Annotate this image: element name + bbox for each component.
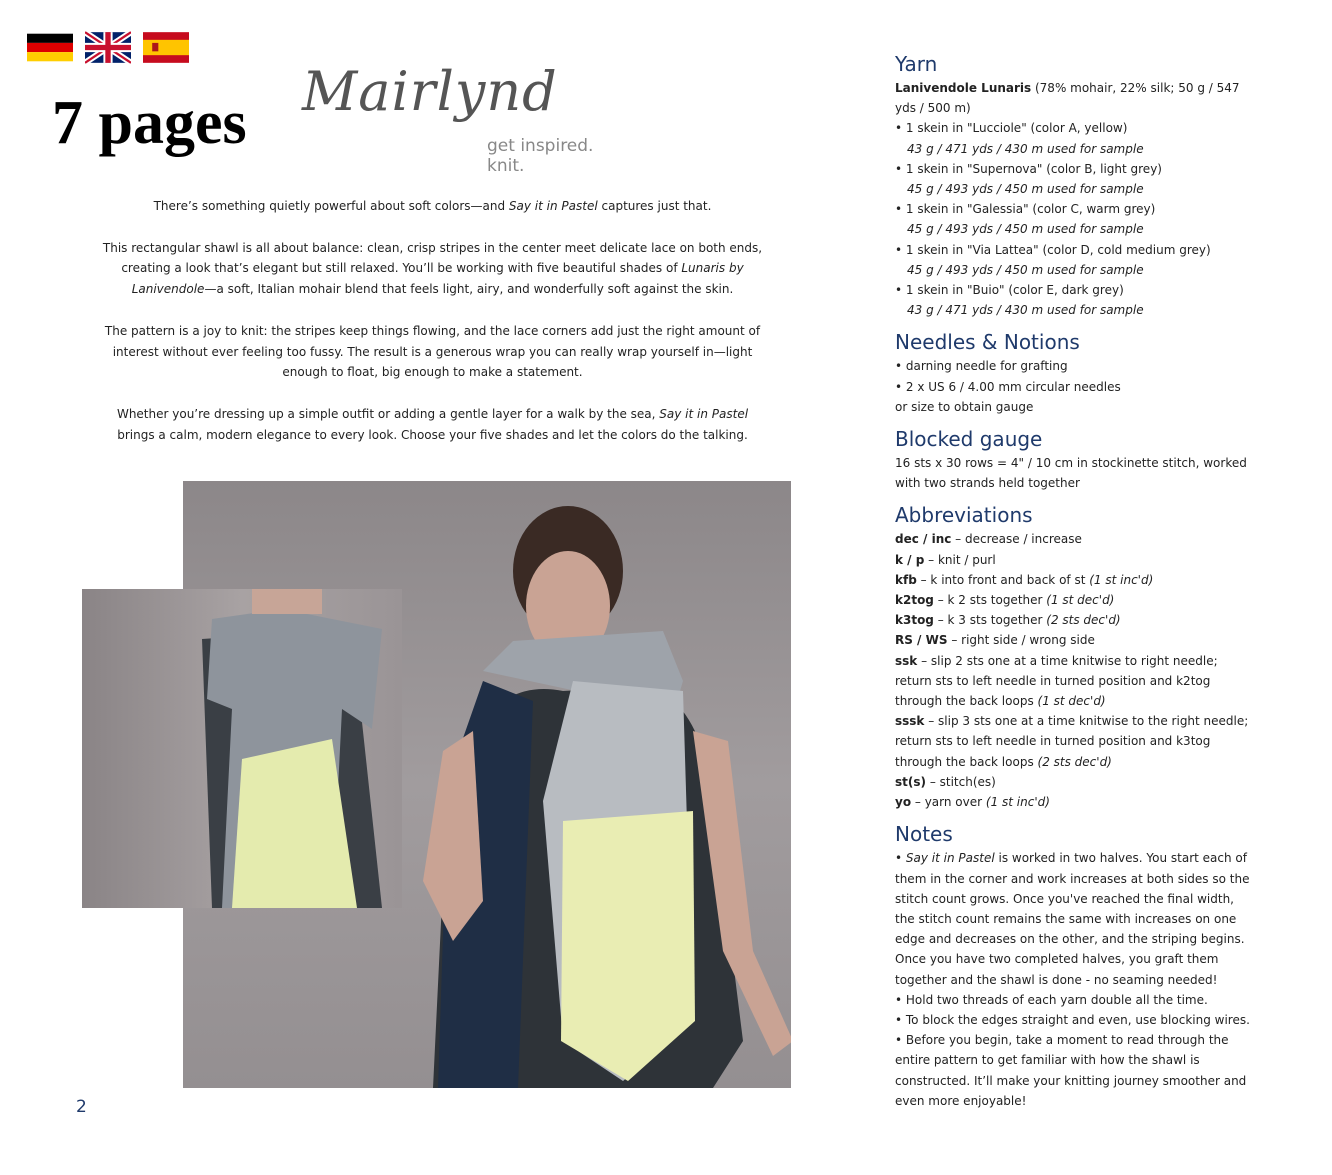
yarn-skein-line: • 1 skein in "Galessia" (color C, warm grey): [895, 202, 1156, 217]
uk-flag-icon[interactable]: [85, 31, 131, 64]
yarn-skein-line: • 1 skein in "Lucciole" (color A, yellow): [895, 121, 1128, 136]
abbreviations-section: [895, 501, 1250, 812]
abbreviation-item: [895, 610, 1250, 630]
intro-paragraph: [100, 404, 765, 446]
abbreviation-item: [895, 550, 1250, 570]
abbreviation-note: (2 sts dec'd): [1046, 613, 1121, 628]
notes-item: • Hold two threads of each yarn double all the time.: [895, 992, 1208, 1007]
intro-emphasis: Lunaris by Lanivendole: [131, 261, 744, 297]
intro-text: There’s something quietly powerful about soft colors—and: [153, 199, 509, 213]
yarn-specs: (78% mohair, 22% silk; 50 g / 547 yds / 500 m): [895, 81, 1240, 116]
abbreviation-term: k2tog: [895, 593, 934, 608]
abbreviation-term: dec / inc: [895, 532, 952, 547]
abbreviation-item: [895, 570, 1250, 590]
abbreviation-definition: – slip 3 sts one at a time knitwise to the right needle; return sts to left needle in turned position and k3tog through the back loops: [895, 714, 1249, 769]
intro-text: captures just that.: [597, 199, 712, 213]
intro-text: [100, 196, 765, 466]
abbreviation-definition: – slip 2 sts one at a time knitwise to right needle; return sts to left needle in turned position and k2tog through the back loops: [895, 653, 1218, 709]
intro-text: brings a calm, modern elegance to every look. Choose your five shades and let the colors do the talking.: [117, 427, 748, 442]
abbreviation-definition: – stitch(es): [926, 774, 996, 789]
logo-tagline: get inspired. knit.: [487, 136, 594, 176]
abbreviation-item: [895, 711, 1250, 772]
logo-script: Mairlynd: [302, 60, 558, 123]
shawl-photo-side: [82, 589, 402, 908]
yarn-skein-item: [895, 280, 1250, 320]
needles-line: • darning needle for grafting: [895, 359, 1068, 374]
intro-text: Whether you’re dressing up a simple outfit or adding a gentle layer for a walk by the sea,: [116, 406, 660, 421]
needles-line: or size to obtain gauge: [895, 399, 1034, 414]
yarn-usage: 45 g / 493 yds / 450 m used for sample: [907, 182, 1144, 197]
yarn-description: [895, 78, 1250, 118]
yarn-section: [895, 50, 1250, 320]
abbreviation-definition: – k 2 sts together: [933, 593, 1047, 608]
intro-emphasis: Say it in Pastel: [508, 199, 598, 213]
abbreviation-item: [895, 529, 1250, 549]
notes-item: • Say it in Pastel is worked in two halves. You start each of them in the corner and work increases at both sides so the stitch count grows. Once you've reached the final width, the stitch count remains the same with increases on one edge and decreases on the other, and the striping begins. Once you have two completed halves, you graft them together and the shawl is done - no seaming needed!: [895, 851, 1250, 987]
abbreviation-item: [895, 651, 1250, 712]
abbreviation-item: [895, 590, 1250, 610]
abbreviation-definition: – yarn over: [911, 795, 986, 810]
intro-text: The pattern is a joy to knit: the stripes keep things flowing, and the lace corners add just the right amount of interest without ever feeling too fussy. The result is a generous wrap you can really wrap yourself in—light enough to float, big enough to make a statement.: [104, 323, 761, 380]
abbreviation-term: ssk: [895, 653, 918, 668]
abbreviation-definition: – decrease / increase: [951, 532, 1082, 547]
yarn-usage: 43 g / 471 yds / 430 m used for sample: [907, 303, 1144, 318]
gauge-section: [895, 425, 1250, 493]
yarn-skein-line: • 1 skein in "Via Lattea" (color D, cold medium grey): [895, 242, 1211, 257]
yarn-skein-item: [895, 159, 1250, 199]
brand-logo: [272, 60, 622, 176]
yarn-name: Lanivendole Lunaris: [895, 81, 1032, 95]
yarn-skein-line: • 1 skein in "Buio" (color E, dark grey): [895, 283, 1124, 298]
abbreviation-note: (1 st inc'd): [985, 795, 1050, 810]
intro-text: —a soft, Italian mohair blend that feels light, airy, and wonderfully soft against the skin.: [204, 282, 734, 297]
german-flag-icon[interactable]: [27, 31, 73, 64]
abbreviation-note: (1 st inc'd): [1089, 572, 1154, 587]
yarn-skein-line: • 1 skein in "Supernova" (color B, light grey): [895, 161, 1162, 176]
abbreviation-note: (1 st dec'd): [1037, 694, 1106, 709]
notes-heading: Notes: [895, 822, 953, 847]
abbreviation-definition: – right side / wrong side: [947, 633, 1095, 648]
abbreviation-term: sssk: [895, 714, 925, 729]
needles-heading: Needles & Notions: [895, 330, 1080, 355]
abbreviation-term: kfb: [895, 572, 917, 587]
page-number: 2: [76, 1097, 87, 1117]
abbreviation-definition: – k 3 sts together: [933, 613, 1047, 628]
notes-item: • Before you begin, take a moment to read through the entire pattern to get familiar with how the shawl is constructed. It’ll make your knitting journey smoother and even more enjoyable!: [895, 1033, 1247, 1108]
yarn-heading: Yarn: [895, 52, 938, 76]
yarn-skein-item: [895, 118, 1250, 158]
abbreviations-heading: Abbreviations: [895, 503, 1033, 528]
yarn-usage: 45 g / 493 yds / 450 m used for sample: [907, 222, 1144, 237]
intro-text: This rectangular shawl is all about balance: clean, crisp stripes in the center meet delicate lace on both ends, creating a look that’s elegant but still relaxed. You’ll be working with five beautiful shades of: [102, 240, 763, 276]
yarn-skein-item: [895, 240, 1250, 280]
yarn-usage: 45 g / 493 yds / 450 m used for sample: [907, 262, 1144, 277]
abbreviation-term: k3tog: [895, 613, 934, 628]
abbreviation-item: [895, 772, 1250, 792]
abbreviation-definition: – k into front and back of st: [916, 572, 1090, 587]
needles-line: • 2 x US 6 / 4.00 mm circular needles: [895, 379, 1121, 394]
notes-item: • To block the edges straight and even, use blocking wires.: [895, 1012, 1250, 1027]
intro-paragraph: [100, 238, 765, 300]
yarn-usage: 43 g / 471 yds / 430 m used for sample: [907, 141, 1144, 156]
abbreviation-item: [895, 630, 1250, 650]
gauge-heading: Blocked gauge: [895, 427, 1043, 452]
pattern-details-column: [895, 50, 1250, 1119]
abbreviation-note: (2 sts dec'd): [1037, 754, 1112, 769]
gauge-text: 16 sts x 30 rows = 4" / 10 cm in stockinette stitch, worked with two strands held together: [895, 456, 1247, 491]
intro-emphasis: Say it in Pastel: [659, 406, 749, 421]
spanish-flag-icon[interactable]: [143, 31, 189, 64]
abbreviation-item: [895, 792, 1250, 812]
notes-section: [895, 820, 1250, 1111]
abbreviation-term: st(s): [895, 774, 926, 789]
abbreviation-term: RS / WS: [895, 633, 948, 648]
intro-paragraph: [100, 321, 765, 383]
intro-paragraph: [100, 196, 765, 217]
abbreviation-term: yo: [895, 795, 912, 810]
needles-section: [895, 328, 1250, 417]
page-count-title: 7 pages: [52, 89, 247, 157]
abbreviation-definition: – knit / purl: [924, 552, 996, 567]
abbreviation-note: (1 st dec'd): [1046, 593, 1115, 608]
abbreviation-term: k / p: [895, 552, 925, 567]
yarn-skein-item: [895, 199, 1250, 239]
